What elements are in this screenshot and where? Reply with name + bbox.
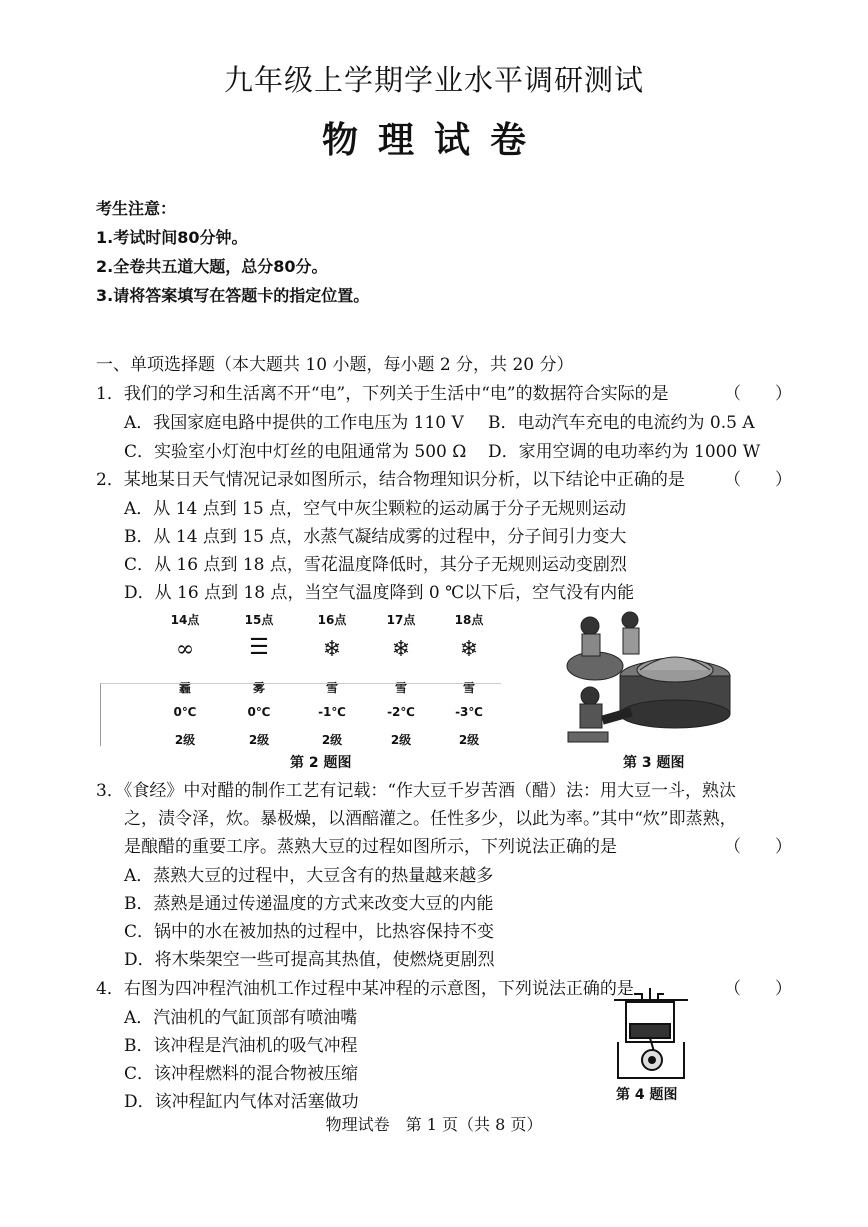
- fog-icon: ☰: [249, 635, 269, 660]
- weather-type: 雪: [462, 681, 475, 695]
- subject-title: 物理试卷: [321, 119, 546, 161]
- weather-time: 18点: [454, 613, 484, 627]
- q2-option-b: B．从 14 点到 15 点，水蒸气凝结成雾的过程中，分子间引力变大: [124, 527, 627, 547]
- engine-cylinder-diagram: [606, 986, 698, 1082]
- q2-option-a: A．从 14 点到 15 点，空气中灰尘颗粒的运动属于分子无规则运动: [124, 499, 627, 519]
- q4-option-b: B．该冲程是汽油机的吸气冲程: [124, 1036, 358, 1056]
- weather-wind: 2级: [458, 733, 480, 747]
- q3-stem-line1: 3．《食经》中对醋的制作工艺有记载：“作大豆千岁苦酒（醋）法：用大豆一斗，熟汰: [96, 781, 737, 801]
- q1-option-b: B．电动汽车充电的电流约为 0.5 A: [488, 413, 755, 433]
- q1-answer-paren: （ ）: [724, 384, 792, 404]
- q4-option-c: C．该冲程燃料的混合物被压缩: [124, 1064, 359, 1084]
- weather-type: 霾: [178, 681, 191, 695]
- weather-temp: 0℃: [247, 705, 271, 719]
- weather-time: 17点: [386, 613, 416, 627]
- weather-temp: -1℃: [318, 705, 346, 719]
- snow-icon: ❄: [322, 637, 342, 662]
- weather-frame: [100, 683, 501, 746]
- fig4-caption: 第 4 题图: [616, 1087, 678, 1103]
- q1-stem: 1．我们的学习和生活离不开“电”，下列关于生活中“电”的数据符合实际的是: [96, 384, 669, 404]
- weather-wind: 2级: [390, 733, 412, 747]
- q4-answer-paren: （ ）: [724, 979, 792, 999]
- weather-time: 14点: [170, 613, 200, 627]
- q2-option-d: D．从 16 点到 18 点，当空气温度降到 0 ℃以下后，空气没有内能: [124, 583, 635, 603]
- q3-option-b: B．蒸熟是通过传递温度的方式来改变大豆的内能: [124, 894, 494, 914]
- q3-stem-line2: 之，渍令泽，炊。暴极燥，以酒醅灌之。任性多少，以此为率。”其中“炊”即蒸熟，: [124, 809, 737, 829]
- snow-icon: ❄: [459, 637, 479, 662]
- q4-stem: 4．右图为四冲程汽油机工作过程中某冲程的示意图，下列说法正确的是: [96, 979, 634, 999]
- notice-item: 1.考试时间80分钟。: [96, 228, 248, 247]
- q3-answer-paren: （ ）: [724, 837, 792, 857]
- weather-temp: 0℃: [173, 705, 197, 719]
- q2-answer-paren: （ ）: [724, 470, 792, 490]
- q4-option-a: A．汽油机的气缸顶部有喷油嘴: [124, 1008, 358, 1028]
- q3-option-c: C．锅中的水在被加热的过程中，比热容保持不变: [124, 922, 495, 942]
- weather-wind: 2级: [321, 733, 343, 747]
- weather-wind: 2级: [174, 733, 196, 747]
- section-heading: 一、单项选择题（本大题共 10 小题，每小题 2 分，共 20 分）: [96, 355, 574, 375]
- weather-type: 雾: [252, 681, 265, 695]
- fig3-caption: 第 3 题图: [623, 755, 685, 771]
- q3-option-a: A．蒸熟大豆的过程中，大豆含有的热量越来越多: [124, 866, 494, 886]
- fig2-caption: 第 2 题图: [290, 755, 352, 771]
- weather-type: 雪: [325, 681, 338, 695]
- notice-item: 3.请将答案填写在答题卡的指定位置。: [96, 286, 370, 305]
- weather-temp: -3℃: [455, 705, 483, 719]
- weather-wind: 2级: [248, 733, 270, 747]
- notice-item: 2.全卷共五道大题，总分80分。: [96, 257, 328, 276]
- weather-time: 16点: [317, 613, 347, 627]
- steaming-beans-illustration: [560, 604, 740, 752]
- weather-time: 15点: [244, 613, 274, 627]
- weather-type: 雪: [394, 681, 407, 695]
- q2-stem: 2．某地某日天气情况记录如图所示，结合物理知识分析，以下结论中正确的是: [96, 470, 685, 490]
- q1-option-d: D．家用空调的电功率约为 1000 W: [488, 442, 761, 462]
- q4-option-d: D．该冲程缸内气体对活塞做功: [124, 1092, 359, 1112]
- haze-icon: ∞: [175, 637, 195, 662]
- page-footer: 物理试卷 第 1 页（共 8 页）: [325, 1115, 543, 1134]
- q3-option-d: D．将木柴架空一些可提高其热值，使燃烧更剧烈: [124, 950, 495, 970]
- weather-temp: -2℃: [387, 705, 415, 719]
- q3-stem-line3: 是酿醋的重要工序。蒸熟大豆的过程如图所示，下列说法正确的是: [124, 837, 617, 857]
- q1-option-c: C．实验室小灯泡中灯丝的电阻通常为 500 Ω: [124, 442, 467, 462]
- notice-heading: 考生注意：: [96, 199, 177, 218]
- q2-option-c: C．从 16 点到 18 点，雪花温度降低时，其分子无规则运动变剧烈: [124, 555, 627, 575]
- exam-title: 九年级上学期学业水平调研测试: [223, 63, 644, 97]
- snow-icon: ❄: [391, 637, 411, 662]
- q1-option-a: A．我国家庭电路中提供的工作电压为 110 V: [124, 413, 464, 433]
